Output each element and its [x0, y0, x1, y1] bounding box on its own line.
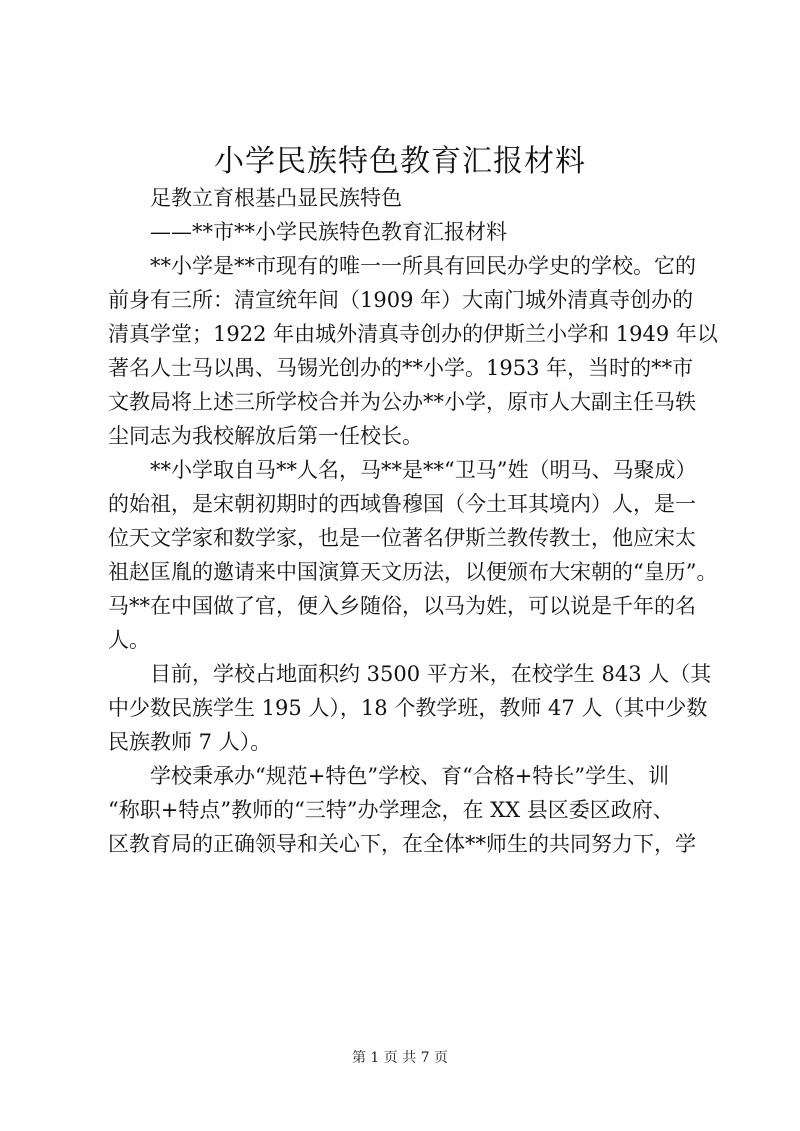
paragraph-2 — [108, 453, 718, 657]
paragraph-line: **小学是**市现有的唯一一所具有回民办学史的学校。它的 — [150, 254, 696, 278]
paragraph-line: 祖赵匡胤的邀请来中国演算天文历法，以便颁布大宋朝的“皇历”。 — [108, 560, 718, 584]
document-subtitle: 足教立育根基凸显民族特色 — [150, 186, 402, 210]
paragraph-line: 区教育局的正确领导和关心下，在全体**师生的共同努力下，学 — [108, 832, 696, 856]
paragraph-line: “称职+特点”教师的“三特”办学理念，在 XX 县区委区政府、 — [108, 798, 674, 822]
page-number: 第 1 页 共 7 页 — [351, 1050, 449, 1066]
paragraph-line: 著名人士马以禺、马锡光创办的**小学。1953 年，当时的**市 — [108, 356, 694, 380]
paragraph-line: 的始祖，是宋朝初期时的西域鲁穆国（今土耳其境内）人，是一 — [108, 492, 696, 516]
paragraph-line: 人。 — [108, 628, 150, 652]
paragraph-line: 文教局将上述三所学校合并为公办**小学，原市人大副主任马轶 — [108, 390, 696, 414]
document-byline: ——**市**小学民族特色教育汇报材料 — [150, 220, 507, 244]
paragraph-line: 中少数民族学生 195 人），18 个教学班，教师 47 人（其中少数 — [108, 696, 708, 720]
document-body — [108, 181, 718, 861]
paragraph-line: 清真学堂；1922 年由城外清真寺创办的伊斯兰小学和 1949 年以 — [108, 322, 718, 346]
paragraph-4 — [108, 759, 708, 861]
paragraph-line: 马**在中国做了官，便入乡随俗，以马为姓，可以说是千年的名 — [108, 594, 696, 618]
paragraph-line: 尘同志为我校解放后第一任校长。 — [108, 424, 423, 448]
paragraph-line: 位天文学家和数学家，也是一位著名伊斯兰教传教士，他应宋太 — [108, 526, 696, 550]
paragraph-line: 目前，学校占地面积约 3500 平方米，在校学生 843 人（其 — [150, 662, 712, 686]
paragraph-line: **小学取自马**人名，马**是**“卫马”姓（明马、马聚成） — [150, 458, 697, 482]
document-title: 小学民族特色教育汇报材料 — [214, 144, 586, 179]
paragraph-1 — [108, 249, 718, 453]
paragraph-line: 学校秉承办“规范+特色”学校、育“合格+特长”学生、训 — [150, 764, 670, 788]
paragraph-line: 民族教师 7 人）。 — [108, 730, 272, 754]
paragraph-3 — [108, 657, 712, 759]
paragraph-line: 前身有三所：清宣统年间（1909 年）大南门城外清真寺创办的 — [108, 288, 694, 312]
